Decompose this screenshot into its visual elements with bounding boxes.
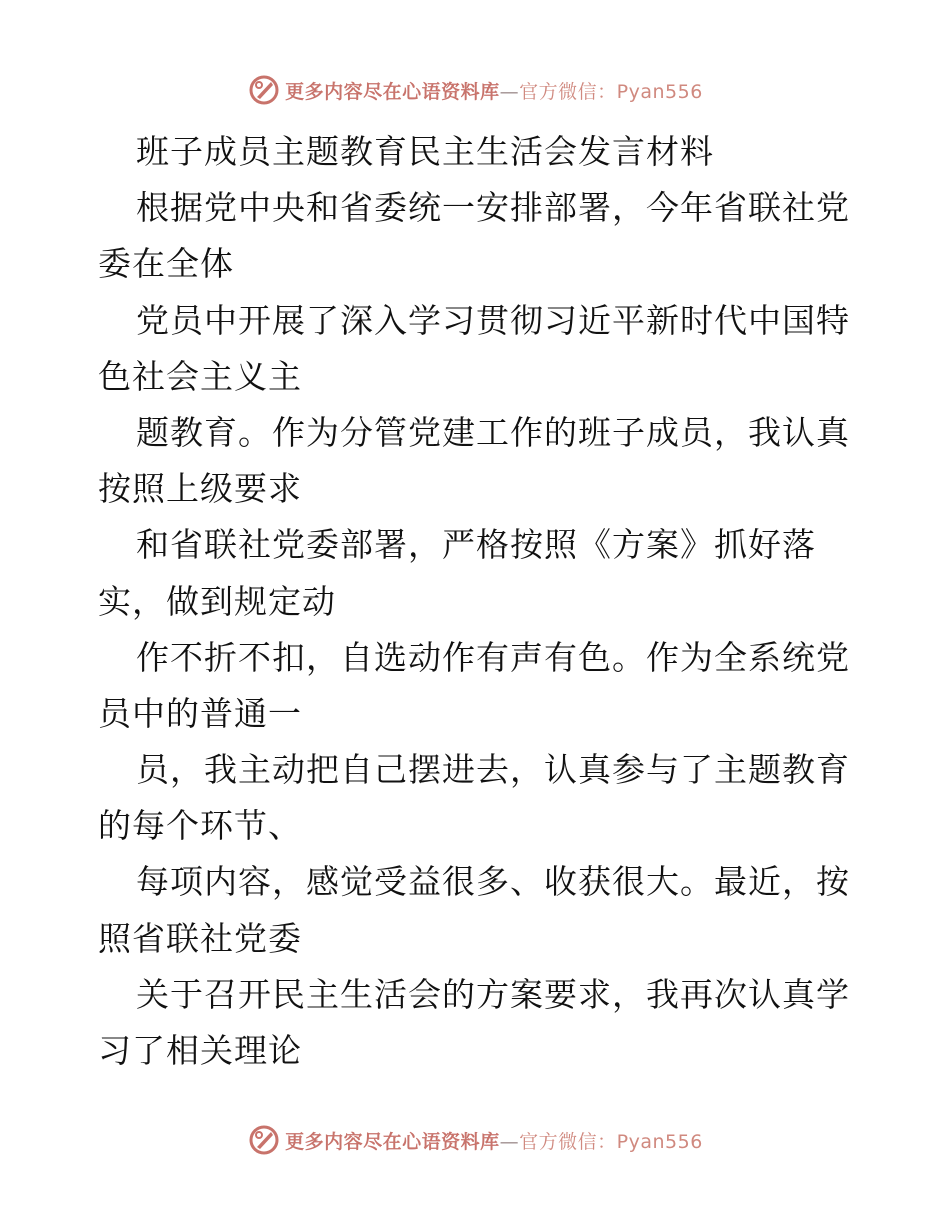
quill-logo-icon: [247, 73, 281, 107]
text-line: 的每个环节、: [98, 806, 302, 846]
text-line: 作不折不扣，自选动作有声有色。作为全系统党: [136, 637, 850, 677]
text-line: 委在全体: [98, 244, 234, 284]
text-line: 题教育。作为分管党建工作的班子成员，我认真: [136, 412, 850, 452]
header-watermark: [0, 70, 950, 110]
watermark-main: 更多内容尽在心语资料库: [285, 80, 500, 103]
text-line: 关于召开民主生活会的方案要求，我再次认真学: [136, 974, 850, 1014]
text-line: 和省联社党委部署，严格按照《方案》抓好落: [136, 525, 816, 565]
watermark-account: 官方微信：Pyan556: [519, 1130, 703, 1153]
text-line: 照省联社党委: [98, 918, 302, 958]
text-line: 习了相关理论: [98, 1031, 302, 1070]
watermark-dash: —: [499, 80, 520, 103]
text-line: 党员中开展了深入学习贯彻习近平新时代中国特: [136, 300, 850, 340]
text-line: 根据党中央和省委统一安排部署，今年省联社党: [136, 188, 850, 228]
text-line: 色社会主义主: [98, 356, 302, 396]
text-line: 实，做到规定动: [98, 581, 336, 621]
document-title: 班子成员主题教育民主生活会发言材料: [136, 132, 714, 171]
text-line: 员中的普通一: [98, 693, 302, 733]
quill-logo-icon: [247, 1123, 281, 1157]
watermark-main: 更多内容尽在心语资料库: [285, 1130, 500, 1153]
text-line: 员，我主动把自己摆进去，认真参与了主题教育: [136, 750, 850, 790]
watermark-text: [285, 1127, 703, 1154]
watermark-dash: —: [499, 1130, 520, 1153]
watermark-account: 官方微信：Pyan556: [519, 80, 703, 103]
document-body: [98, 124, 858, 1079]
watermark-text: [285, 77, 703, 104]
text-line: 按照上级要求: [98, 469, 302, 509]
footer-watermark: [0, 1120, 950, 1160]
text-line: 每项内容，感觉受益很多、收获很大。最近，按: [136, 862, 850, 902]
